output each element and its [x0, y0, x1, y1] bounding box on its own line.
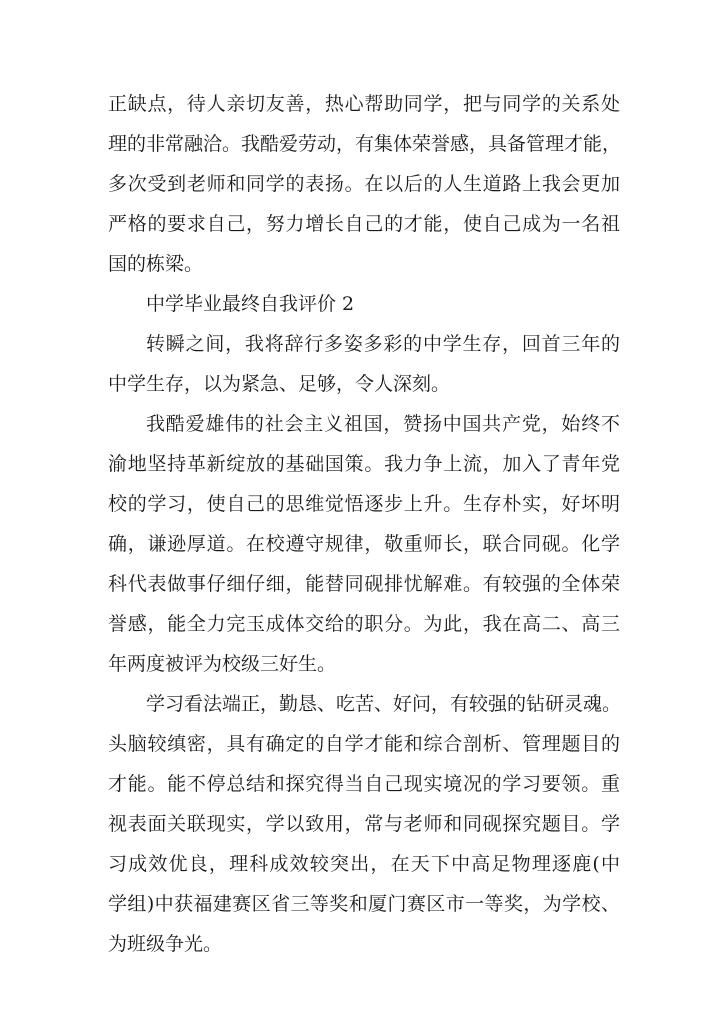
document-body — [108, 84, 620, 964]
text-line: 头脑较缜密，具有确定的自学才能和综合剖析、管理题目的 — [108, 733, 620, 755]
text-line: 年两度被评为校级三好生。 — [108, 653, 337, 675]
paragraph — [108, 684, 620, 964]
text-line: 科代表做事仔细仔细，能替同砚排忧解难。有较强的全体荣 — [108, 573, 620, 595]
text-line: 习成效优良，理科成效较突出，在天下中高足物理逐鹿(中 — [108, 853, 620, 875]
text-line: 学习看法端正，勤恳、吃苦、好问，有较强的钻研灵魂。 — [146, 693, 622, 715]
heading-text: 中学毕业最终自我评价 2 — [146, 293, 355, 315]
text-line: 多次受到老师和同学的表扬。在以后的人生道路上我会更加 — [108, 173, 620, 195]
text-line: 学组)中获福建赛区省三等奖和厦门赛区市一等奖，为学校、 — [108, 893, 620, 915]
text-line: 渝地坚持革新绽放的基础国策。我力争上流，加入了青年党 — [108, 453, 620, 475]
text-line: 才能。能不停总结和探究得当自己现实境况的学习要领。重 — [108, 773, 620, 795]
paragraph — [108, 84, 620, 284]
text-line: 严格的要求自己，努力增长自己的才能，使自己成为一名祖 — [108, 213, 620, 235]
section-heading — [108, 284, 620, 324]
paragraph — [108, 404, 620, 684]
text-line: 视表面关联现实，学以致用，常与老师和同砚探究题目。学 — [108, 813, 620, 835]
text-line: 理的非常融洽。我酷爱劳动，有集体荣誉感，具备管理才能， — [108, 133, 622, 155]
text-line: 转瞬之间，我将辞行多姿多彩的中学生存，回首三年的 — [146, 333, 620, 355]
text-line: 正缺点，待人亲切友善，热心帮助同学，把与同学的关系处 — [108, 93, 620, 115]
text-line: 誉感，能全力完玉成体交给的职分。为此，我在高二、高三 — [108, 613, 620, 635]
text-line: 国的栋梁。 — [108, 253, 204, 275]
text-line: 我酷爱雄伟的社会主义祖国，赞扬中国共产党，始终不 — [146, 413, 620, 435]
text-line: 确，谦逊厚道。在校遵守规律，敬重师长，联合同砚。化学 — [108, 533, 620, 555]
text-line: 中学生存，以为紧急、足够，令人深刻。 — [108, 373, 451, 395]
paragraph — [108, 324, 620, 404]
text-line: 校的学习，使自己的思维觉悟逐步上升。生存朴实，好坏明 — [108, 493, 620, 515]
text-line: 为班级争光。 — [108, 933, 223, 955]
